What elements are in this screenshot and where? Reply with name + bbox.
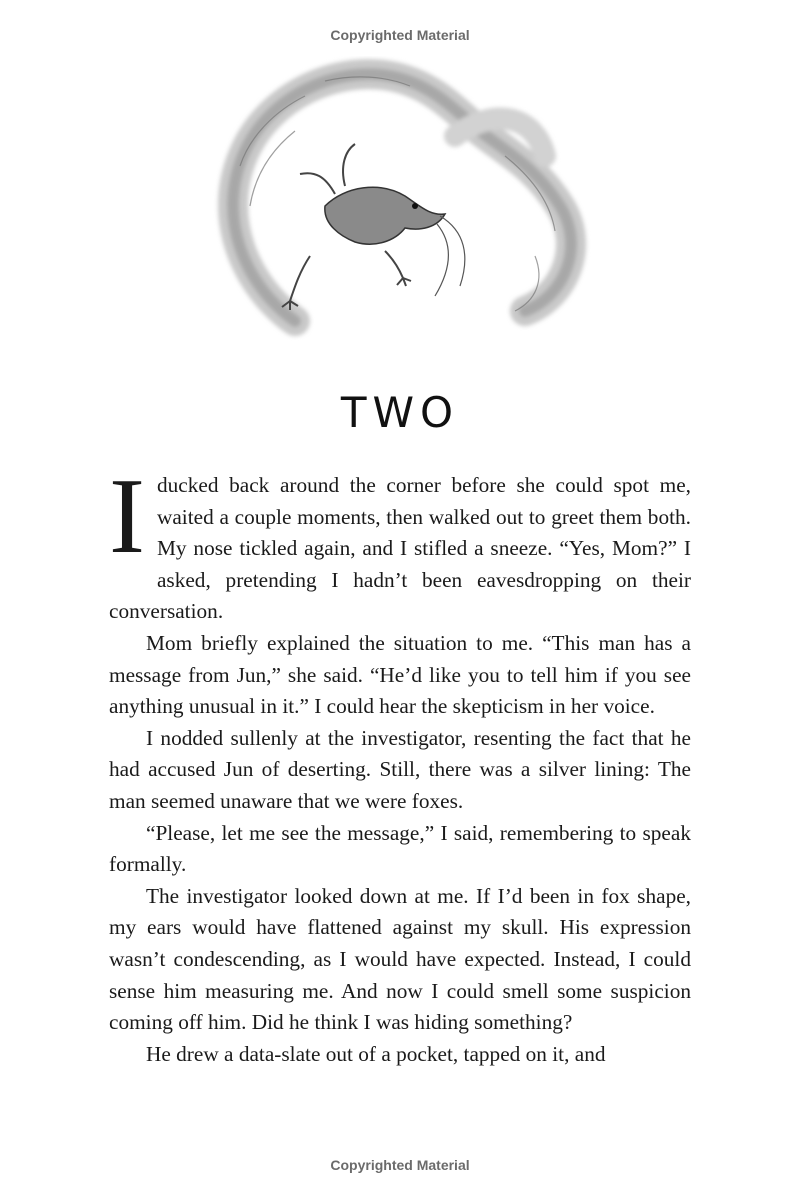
chapter-body — [109, 457, 691, 1070]
drop-cap: I — [109, 457, 145, 576]
copyright-watermark-bottom: Copyrighted Material — [330, 1157, 470, 1173]
paragraph: I nodded sullenly at the investigator, resenting the fact that he had accused Jun of deserting. Still, there was a silver lining: The man seemed unaware that we were foxes. — [109, 725, 691, 813]
paragraph: Mom briefly explained the situation to me. “This man has a message from Jun,” she said. “He’d like you to tell him if you see anything unusual in it.” I could hear the skepticism in her voice. — [109, 630, 691, 719]
dragon-illustration-icon — [205, 56, 600, 341]
paragraph — [109, 457, 691, 628]
copyright-watermark-top: Copyrighted Material — [330, 27, 470, 43]
chapter-title: TWO — [340, 388, 460, 437]
paragraph-text: ducked back around the corner before she could spot me, waited a couple moments, then walked out to greet them both. My nose tickled again, and I stifled a sneeze. “Yes, Mom?” I asked, pretending I hadn’t been eavesdropping on their conversation. — [109, 473, 691, 624]
paragraph: “Please, let me see the message,” I said, remembering to speak formally. — [109, 820, 691, 877]
paragraph: He drew a data-slate out of a pocket, tapped on it, and — [146, 1041, 606, 1066]
paragraph: The investigator looked down at me. If I’d been in fox shape, my ears would have flattened against my skull. His expression wasn’t condescending, as I would have expected. Instead, I could sense him measuring me. And now I could smell some suspicion coming off him. Did he think I was hiding something? — [109, 883, 691, 1035]
